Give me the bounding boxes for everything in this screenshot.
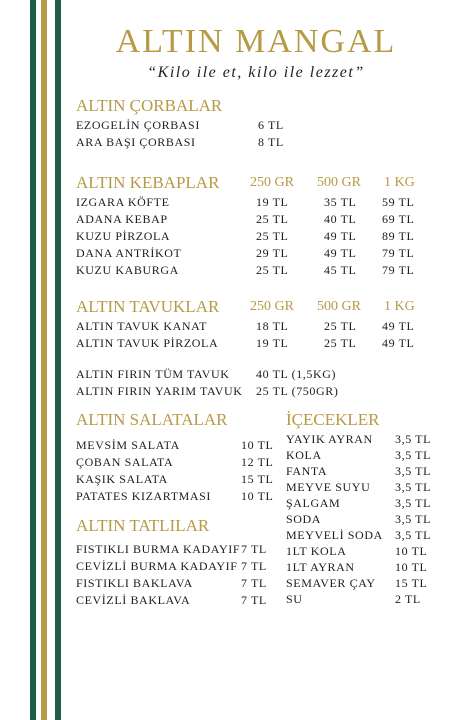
menu-item: [76, 558, 276, 575]
header-250gr: 250 GR: [250, 299, 294, 314]
menu-item: [76, 454, 276, 471]
menu-item: [76, 318, 426, 335]
section-kebaplar: [76, 172, 426, 279]
menu-item: [286, 543, 446, 559]
item-price: 40 TL (1,5KG): [256, 367, 337, 381]
item-name: FISTIKLI BAKLAVA: [76, 576, 193, 590]
section-salatalar: [76, 409, 276, 505]
price-500gr: 49 TL: [324, 246, 357, 260]
item-name: FISTIKLI BURMA KADAYIF: [76, 542, 241, 556]
item-price: 8 TL: [258, 135, 284, 149]
price-250gr: 25 TL: [256, 229, 289, 243]
section-corbalar: [76, 95, 426, 151]
menu-item: [76, 134, 426, 151]
price-250gr: 29 TL: [256, 246, 289, 260]
item-price: 3,5 TL: [395, 496, 432, 510]
menu-item: [76, 245, 426, 262]
price-1kg: 59 TL: [382, 195, 415, 209]
item-name: ALTIN TAVUK PİRZOLA: [76, 336, 219, 350]
restaurant-title: ALTIN MANGAL: [115, 23, 397, 60]
menu-item: [76, 117, 426, 134]
gold-stripe: [41, 0, 47, 720]
menu-item: [286, 463, 446, 479]
item-price: 25 TL (750GR): [256, 384, 339, 398]
menu-item: [76, 575, 276, 592]
header-250gr: 250 GR: [250, 175, 294, 190]
section-title-corbalar: ALTIN ÇORBALAR: [76, 96, 223, 115]
green-stripe-left: [30, 0, 36, 720]
item-name: YAYIK AYRAN: [286, 432, 373, 446]
section-tavuklar: [76, 296, 426, 352]
item-price: 15 TL: [241, 472, 274, 486]
menu-item: [76, 335, 426, 352]
price-250gr: 25 TL: [256, 212, 289, 226]
price-1kg: 49 TL: [382, 319, 415, 333]
menu-item: [286, 447, 446, 463]
item-name: PATATES KIZARTMASI: [76, 489, 212, 503]
item-price: 10 TL: [241, 438, 274, 452]
item-name: ALTIN FIRIN TÜM TAVUK: [76, 367, 230, 381]
price-1kg: 69 TL: [382, 212, 415, 226]
item-name: ALTIN TAVUK KANAT: [76, 319, 208, 333]
item-price: 7 TL: [241, 559, 267, 573]
item-price: 10 TL: [395, 560, 428, 574]
item-name: KAŞIK SALATA: [76, 472, 168, 486]
item-name: MEVSİM SALATA: [76, 438, 180, 452]
menu-item: [76, 262, 426, 279]
item-name: ÇOBAN SALATA: [76, 455, 174, 469]
item-price: 3,5 TL: [395, 464, 432, 478]
price-500gr: 35 TL: [324, 195, 357, 209]
price-500gr: 25 TL: [324, 319, 357, 333]
section-icecekler: [286, 409, 446, 607]
item-name: KOLA: [286, 448, 322, 462]
price-250gr: 19 TL: [256, 195, 289, 209]
price-250gr: 19 TL: [256, 336, 289, 350]
menu-item: [76, 383, 426, 400]
item-name: CEVİZLİ BURMA KADAYIF: [76, 559, 238, 573]
section-title-tavuklar: [76, 296, 426, 318]
menu-item: [286, 511, 446, 527]
section-tatlilar: [76, 515, 276, 609]
item-price: 6 TL: [258, 118, 284, 132]
item-name: KUZU KABURGA: [76, 263, 179, 277]
menu-item: [76, 592, 276, 609]
header-500gr: 500 GR: [317, 299, 361, 314]
section-title-text: ALTIN TAVUKLAR: [76, 297, 220, 316]
item-name: ADANA KEBAP: [76, 212, 168, 226]
item-price: 3,5 TL: [395, 528, 432, 542]
item-price: 7 TL: [241, 542, 267, 556]
item-name: KUZU PİRZOLA: [76, 229, 171, 243]
item-price: 3,5 TL: [395, 448, 432, 462]
item-name: 1LT AYRAN: [286, 560, 355, 574]
item-name: DANA ANTRİKOT: [76, 246, 182, 260]
menu-item: [76, 194, 426, 211]
price-500gr: 40 TL: [324, 212, 357, 226]
item-price: 10 TL: [395, 544, 428, 558]
section-title-salatalar: ALTIN SALATALAR: [76, 410, 228, 429]
item-name: ARA BAŞI ÇORBASI: [76, 135, 196, 149]
slogan: “Kilo ile et, kilo ile lezzet”: [147, 64, 365, 81]
section-title-kebaplar: [76, 172, 426, 194]
header-1kg: 1 KG: [384, 299, 415, 314]
green-stripe-right: [55, 0, 61, 720]
price-500gr: 49 TL: [324, 229, 357, 243]
item-name: FANTA: [286, 464, 328, 478]
menu-item: [286, 527, 446, 543]
item-price: 3,5 TL: [395, 480, 432, 494]
price-500gr: 45 TL: [324, 263, 357, 277]
menu-item: [76, 366, 426, 383]
menu-item: [286, 575, 446, 591]
menu-item: [76, 437, 276, 454]
item-name: ŞALGAM: [286, 496, 341, 510]
section-title-text: ALTIN KEBAPLAR: [76, 173, 220, 192]
price-500gr: 25 TL: [324, 336, 357, 350]
menu-item: [76, 471, 276, 488]
item-price: 3,5 TL: [395, 432, 432, 446]
item-price: 2 TL: [395, 592, 421, 606]
item-name: EZOGELİN ÇORBASI: [76, 118, 200, 132]
menu-item: [286, 431, 446, 447]
item-name: 1LT KOLA: [286, 544, 347, 558]
menu-item: [286, 559, 446, 575]
menu-item: [286, 495, 446, 511]
price-1kg: 49 TL: [382, 336, 415, 350]
item-name: CEVİZLİ BAKLAVA: [76, 593, 191, 607]
header-500gr: 500 GR: [317, 175, 361, 190]
item-price: 7 TL: [241, 576, 267, 590]
item-price: 10 TL: [241, 489, 274, 503]
section-title-tatlilar: ALTIN TATLILAR: [76, 516, 210, 535]
menu-item: [76, 488, 276, 505]
menu-item: [76, 228, 426, 245]
price-1kg: 79 TL: [382, 246, 415, 260]
price-1kg: 79 TL: [382, 263, 415, 277]
item-name: SEMAVER ÇAY: [286, 576, 376, 590]
item-name: SU: [286, 592, 303, 606]
menu-item: [286, 591, 446, 607]
price-250gr: 25 TL: [256, 263, 289, 277]
item-price: 7 TL: [241, 593, 267, 607]
section-title-icecekler: İÇECEKLER: [286, 410, 380, 429]
menu-item: [286, 479, 446, 495]
item-name: MEYVE SUYU: [286, 480, 371, 494]
item-name: SODA: [286, 512, 322, 526]
item-name: ALTIN FIRIN YARIM TAVUK: [76, 384, 243, 398]
item-price: 12 TL: [241, 455, 274, 469]
menu-item: [76, 211, 426, 228]
header-1kg: 1 KG: [384, 175, 415, 190]
item-price: 15 TL: [395, 576, 428, 590]
menu-item: [76, 541, 276, 558]
item-name: IZGARA KÖFTE: [76, 195, 170, 209]
section-firin: [76, 366, 426, 400]
item-price: 3,5 TL: [395, 512, 432, 526]
price-1kg: 89 TL: [382, 229, 415, 243]
item-name: MEYVELİ SODA: [286, 528, 383, 542]
price-250gr: 18 TL: [256, 319, 289, 333]
